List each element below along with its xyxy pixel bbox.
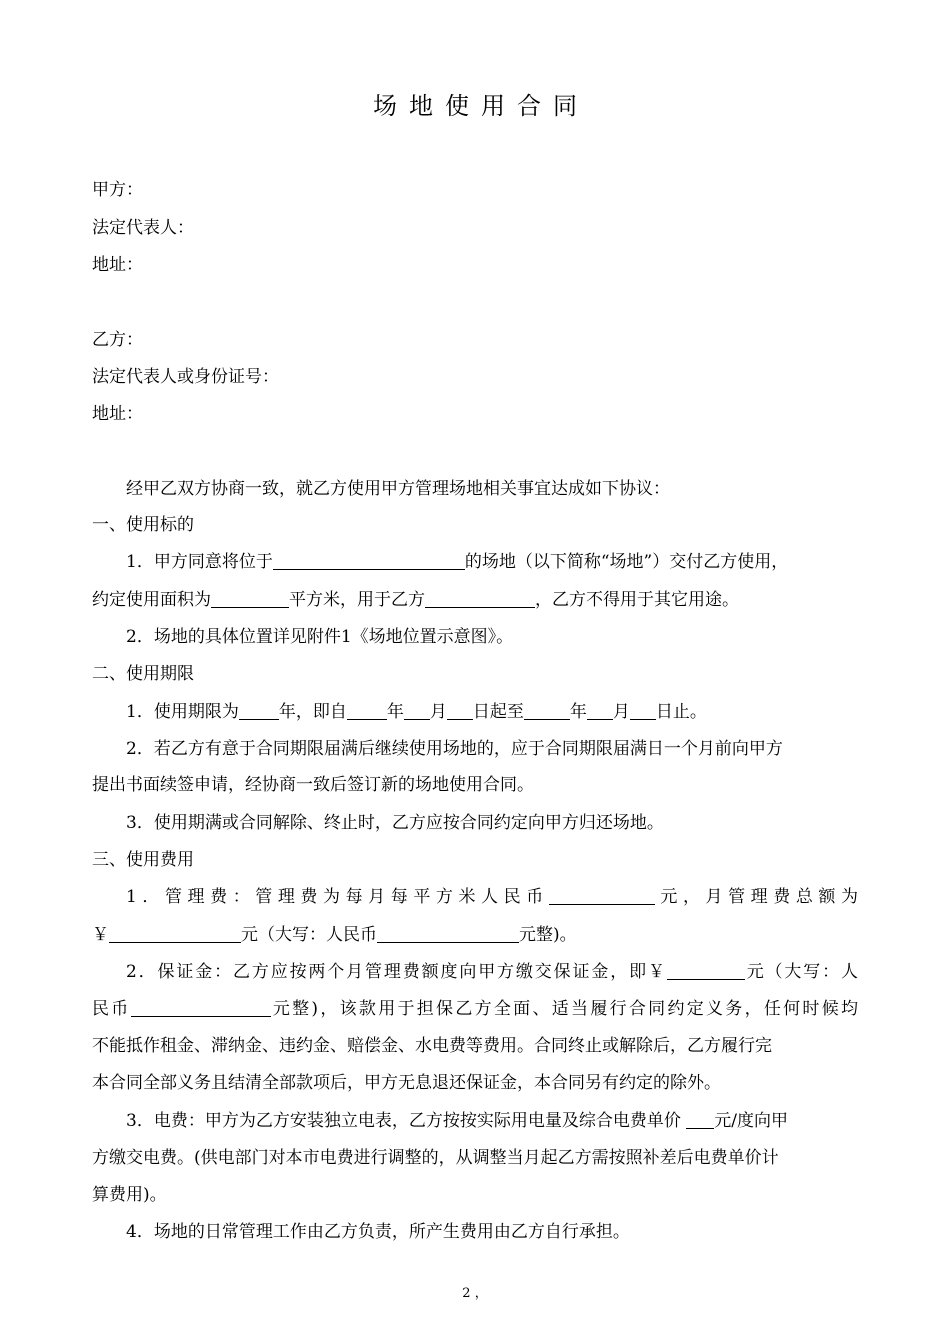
party-a-address: 地址： — [92, 255, 143, 275]
section-1-heading: 一、使用标的 — [92, 515, 194, 535]
start-day-blank[interactable] — [447, 702, 473, 720]
electricity-price-blank[interactable] — [686, 1111, 714, 1129]
party-a-label: 甲方： — [92, 180, 143, 200]
section-2-clause-2-line-2: 提出书面续签申请，经协商一致后签订新的场地使用合同。 — [92, 775, 534, 795]
term-years-blank[interactable] — [239, 702, 279, 720]
area-blank[interactable] — [211, 590, 289, 608]
section-2-heading: 二、使用期限 — [92, 664, 194, 684]
section-3-clause-2-line-1: 2．保证金：乙方应按两个月管理费额度向甲方缴交保证金，即￥ 元（大写：人 — [126, 962, 859, 982]
end-month-blank[interactable] — [587, 702, 613, 720]
fee-per-sqm-blank[interactable] — [549, 887, 655, 905]
section-3-clause-4: 4．场地的日常管理工作由乙方负责，所产生费用由乙方自行承担。 — [126, 1222, 630, 1242]
section-1-clause-1-line-1: 1．甲方同意将位于 的场地（以下简称“场地”）交付乙方使用， — [126, 552, 789, 572]
party-a-representative: 法定代表人： — [92, 218, 194, 238]
location-blank[interactable] — [273, 552, 465, 570]
monthly-fee-blank[interactable] — [109, 925, 241, 943]
end-year-blank[interactable] — [524, 702, 570, 720]
section-2-clause-3: 3．使用期满或合同解除、终止时，乙方应按合同约定向甲方归还场地。 — [126, 813, 664, 833]
purpose-blank[interactable] — [425, 590, 535, 608]
party-b-address: 地址： — [92, 404, 143, 424]
intro-paragraph: 经甲乙双方协商一致，就乙方使用甲方管理场地相关事宜达成如下协议： — [126, 479, 670, 499]
section-2-clause-1: 1．使用期限为 年，即自 年 月 日起至 年 月 日止。 — [126, 702, 707, 722]
section-3-clause-3-line-2: 方缴交电费。(供电部门对本市电费进行调整的，从调整当月起乙方需按照补差后电费单价计 — [92, 1148, 779, 1168]
deposit-words-blank[interactable] — [131, 999, 271, 1017]
monthly-fee-words-blank[interactable] — [377, 925, 519, 943]
section-3-heading: 三、使用费用 — [92, 850, 194, 870]
page-number: 2 ， — [462, 1286, 488, 1301]
party-b-representative: 法定代表人或身份证号： — [92, 367, 279, 387]
section-3-clause-2-line-3: 不能抵作租金、滞纳金、违约金、赔偿金、水电费等费用。合同终止或解除后，乙方履行完 — [92, 1036, 772, 1056]
section-1-clause-2: 2．场地的具体位置详见附件1《场地位置示意图》。 — [126, 627, 514, 647]
deposit-amount-blank[interactable] — [667, 962, 745, 980]
section-3-clause-1-line-2: ￥ 元（大写：人民币 元整)。 — [92, 925, 577, 945]
start-year-blank[interactable] — [347, 702, 387, 720]
start-month-blank[interactable] — [404, 702, 430, 720]
document-title: 场地使用合同 — [373, 92, 589, 120]
end-day-blank[interactable] — [630, 702, 656, 720]
section-3-clause-3-line-3: 算费用)。 — [92, 1185, 167, 1205]
section-3-clause-2-line-2: 民币 元整)，该款用于担保乙方全面、适当履行合同约定义务，任何时候均 — [92, 999, 859, 1019]
section-3-clause-2-line-4: 本合同全部义务且结清全部款项后，甲方无息退还保证金，本合同另有约定的除外。 — [92, 1073, 721, 1093]
section-2-clause-2-line-1: 2．若乙方有意于合同期限届满后继续使用场地的，应于合同期限届满日一个月前向甲方 — [126, 739, 783, 759]
section-1-clause-1-line-2: 约定使用面积为 平方米，用于乙方 ，乙方不得用于其它用途。 — [92, 590, 739, 610]
section-3-clause-1-line-1: 1．管理费：管理费为每月每平方米人民币 元，月管理费总额为 — [126, 887, 858, 907]
party-b-label: 乙方： — [92, 330, 143, 350]
section-3-clause-3-line-1: 3．电费：甲方为乙方安装独立电表，乙方按按实际用电量及综合电费单价 元/度向甲 — [126, 1111, 788, 1131]
